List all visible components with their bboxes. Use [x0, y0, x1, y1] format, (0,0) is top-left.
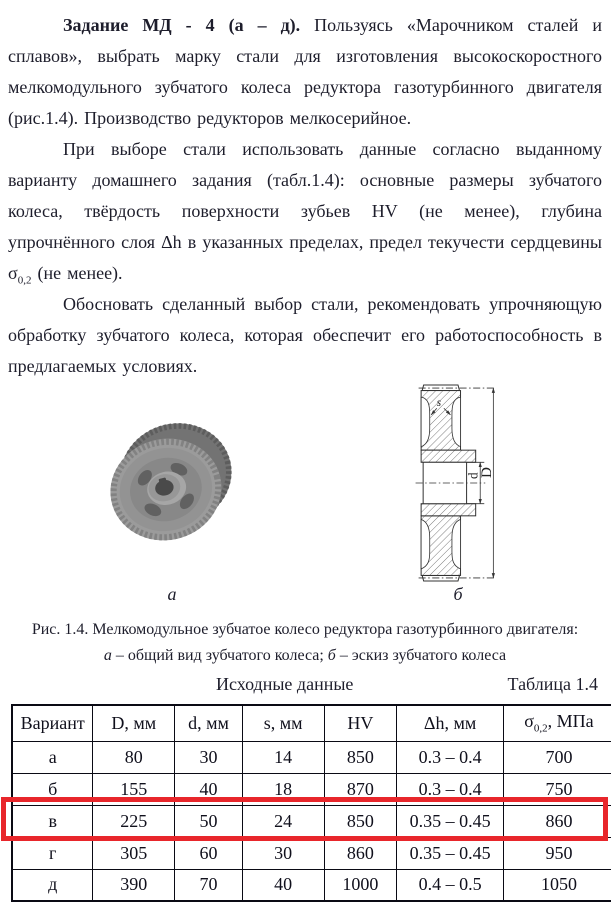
cell-variant: д	[12, 869, 93, 901]
header-dh: Δh, мм	[397, 705, 504, 741]
cell-variant: б	[12, 773, 93, 805]
cell-HV: 850	[324, 741, 397, 773]
sigma-subscript: 0,2	[17, 274, 32, 287]
cell-HV: 870	[324, 773, 397, 805]
caption-a-text: – общий вид зубчатого колеса;	[111, 647, 328, 664]
task-text: Пользуясь «Марочником сталей и сплавов», выбрать марку стали для изготовления высокоскоростного мелкомодульного зубчатого колеса редуктора газотурбинного двигателя (рис.1.4). Производство редукторов мелкосерийное.	[8, 15, 602, 128]
input-data-table	[11, 704, 611, 902]
cell-s: 40	[242, 869, 324, 901]
cell-HV: 850	[324, 805, 397, 837]
header-sigma	[503, 705, 611, 741]
cell-dh: 0.35 – 0.45	[397, 805, 504, 837]
cell-sigma: 750	[503, 773, 611, 805]
table-heading-row	[8, 672, 602, 702]
cell-sigma: 700	[503, 741, 611, 773]
header-HV: HV	[324, 705, 397, 741]
requirements-text: При выборе стали использовать данные согласно выданному варианту домашнего задания (табл.1.4): основные размеры зубчатого колеса, твёрдость поверхности зубьев HV (не менее), глубина упрочнённого слоя Δh в указанных пределах, предел текучести сердцевины σ	[8, 139, 602, 283]
cell-dh: 0.3 – 0.4	[397, 773, 504, 805]
table-row-a	[12, 741, 611, 773]
cell-D: 80	[93, 741, 175, 773]
header-D: D, мм	[93, 705, 175, 741]
cell-variant: а	[12, 741, 93, 773]
cell-D: 305	[93, 837, 175, 869]
caption-line1: Рис. 1.4. Мелкомодульное зубчатое колесо редуктора газотурбинного двигателя:	[31, 621, 579, 638]
header-d: d, мм	[175, 705, 243, 741]
requirements-text-end: (не менее).	[31, 263, 123, 283]
caption-line2	[8, 643, 602, 669]
figure-1-4	[8, 382, 602, 608]
cell-sigma: 950	[503, 837, 611, 869]
cell-s: 30	[242, 837, 324, 869]
cell-sigma: 1050	[503, 869, 611, 901]
cell-d: 40	[175, 773, 243, 805]
caption-b-italic: б	[327, 647, 336, 664]
table-row-v-highlighted	[12, 805, 611, 837]
header-variant: Вариант	[12, 705, 93, 741]
cell-dh: 0.35 – 0.45	[397, 837, 504, 869]
task-title-bold: Задание МД - 4 (а – д).	[63, 15, 301, 35]
table-row-g	[12, 837, 611, 869]
table-row-b	[12, 773, 611, 805]
cell-dh: 0.3 – 0.4	[397, 741, 504, 773]
gear-photo-figure	[102, 404, 242, 564]
cell-s: 14	[242, 741, 324, 773]
header-s: s, мм	[242, 705, 324, 741]
sigma-pre: σ	[524, 711, 534, 732]
table-number-label: Таблица 1.4	[507, 674, 598, 694]
figure-caption	[8, 608, 602, 670]
cell-sigma: 860	[503, 805, 611, 837]
cell-s: 18	[242, 773, 324, 805]
table-title: Исходные данные	[216, 674, 354, 694]
table-header-row	[12, 705, 611, 741]
cell-D: 225	[93, 805, 175, 837]
paragraph-justification: Обосновать сделанный выбор стали, рекомендовать упрочняющую обработку зубчатого колеса, которая обеспечит его работоспособность в предлагаемых условиях.	[8, 294, 602, 376]
paragraph-task	[8, 10, 602, 134]
caption-b-text: – эскиз зубчатого колеса	[335, 647, 507, 664]
figure-b-label: б	[453, 584, 463, 604]
caption-a-italic: а	[103, 647, 112, 664]
dimension-label-s: s	[436, 397, 442, 410]
cell-d: 30	[175, 741, 243, 773]
cell-D: 390	[93, 869, 175, 901]
cell-d: 50	[175, 805, 243, 837]
cell-variant: в	[12, 805, 93, 837]
table-row-d	[12, 869, 611, 901]
dimension-label-d: d	[465, 472, 481, 479]
cell-s: 24	[242, 805, 324, 837]
paragraph-requirements	[8, 134, 602, 289]
cell-HV: 860	[324, 837, 397, 869]
sigma-post: , МПа	[547, 711, 594, 732]
cell-variant: г	[12, 837, 93, 869]
cell-d: 70	[175, 869, 243, 901]
cell-dh: 0.4 – 0.5	[397, 869, 504, 901]
cell-HV: 1000	[324, 869, 397, 901]
cell-d: 60	[175, 837, 243, 869]
figure-a-label: а	[167, 584, 177, 604]
dimension-label-D: D	[477, 467, 495, 478]
cell-D: 155	[93, 773, 175, 805]
sigma-sub: 0,2	[533, 723, 548, 736]
gear-drawing-figure	[413, 384, 503, 582]
